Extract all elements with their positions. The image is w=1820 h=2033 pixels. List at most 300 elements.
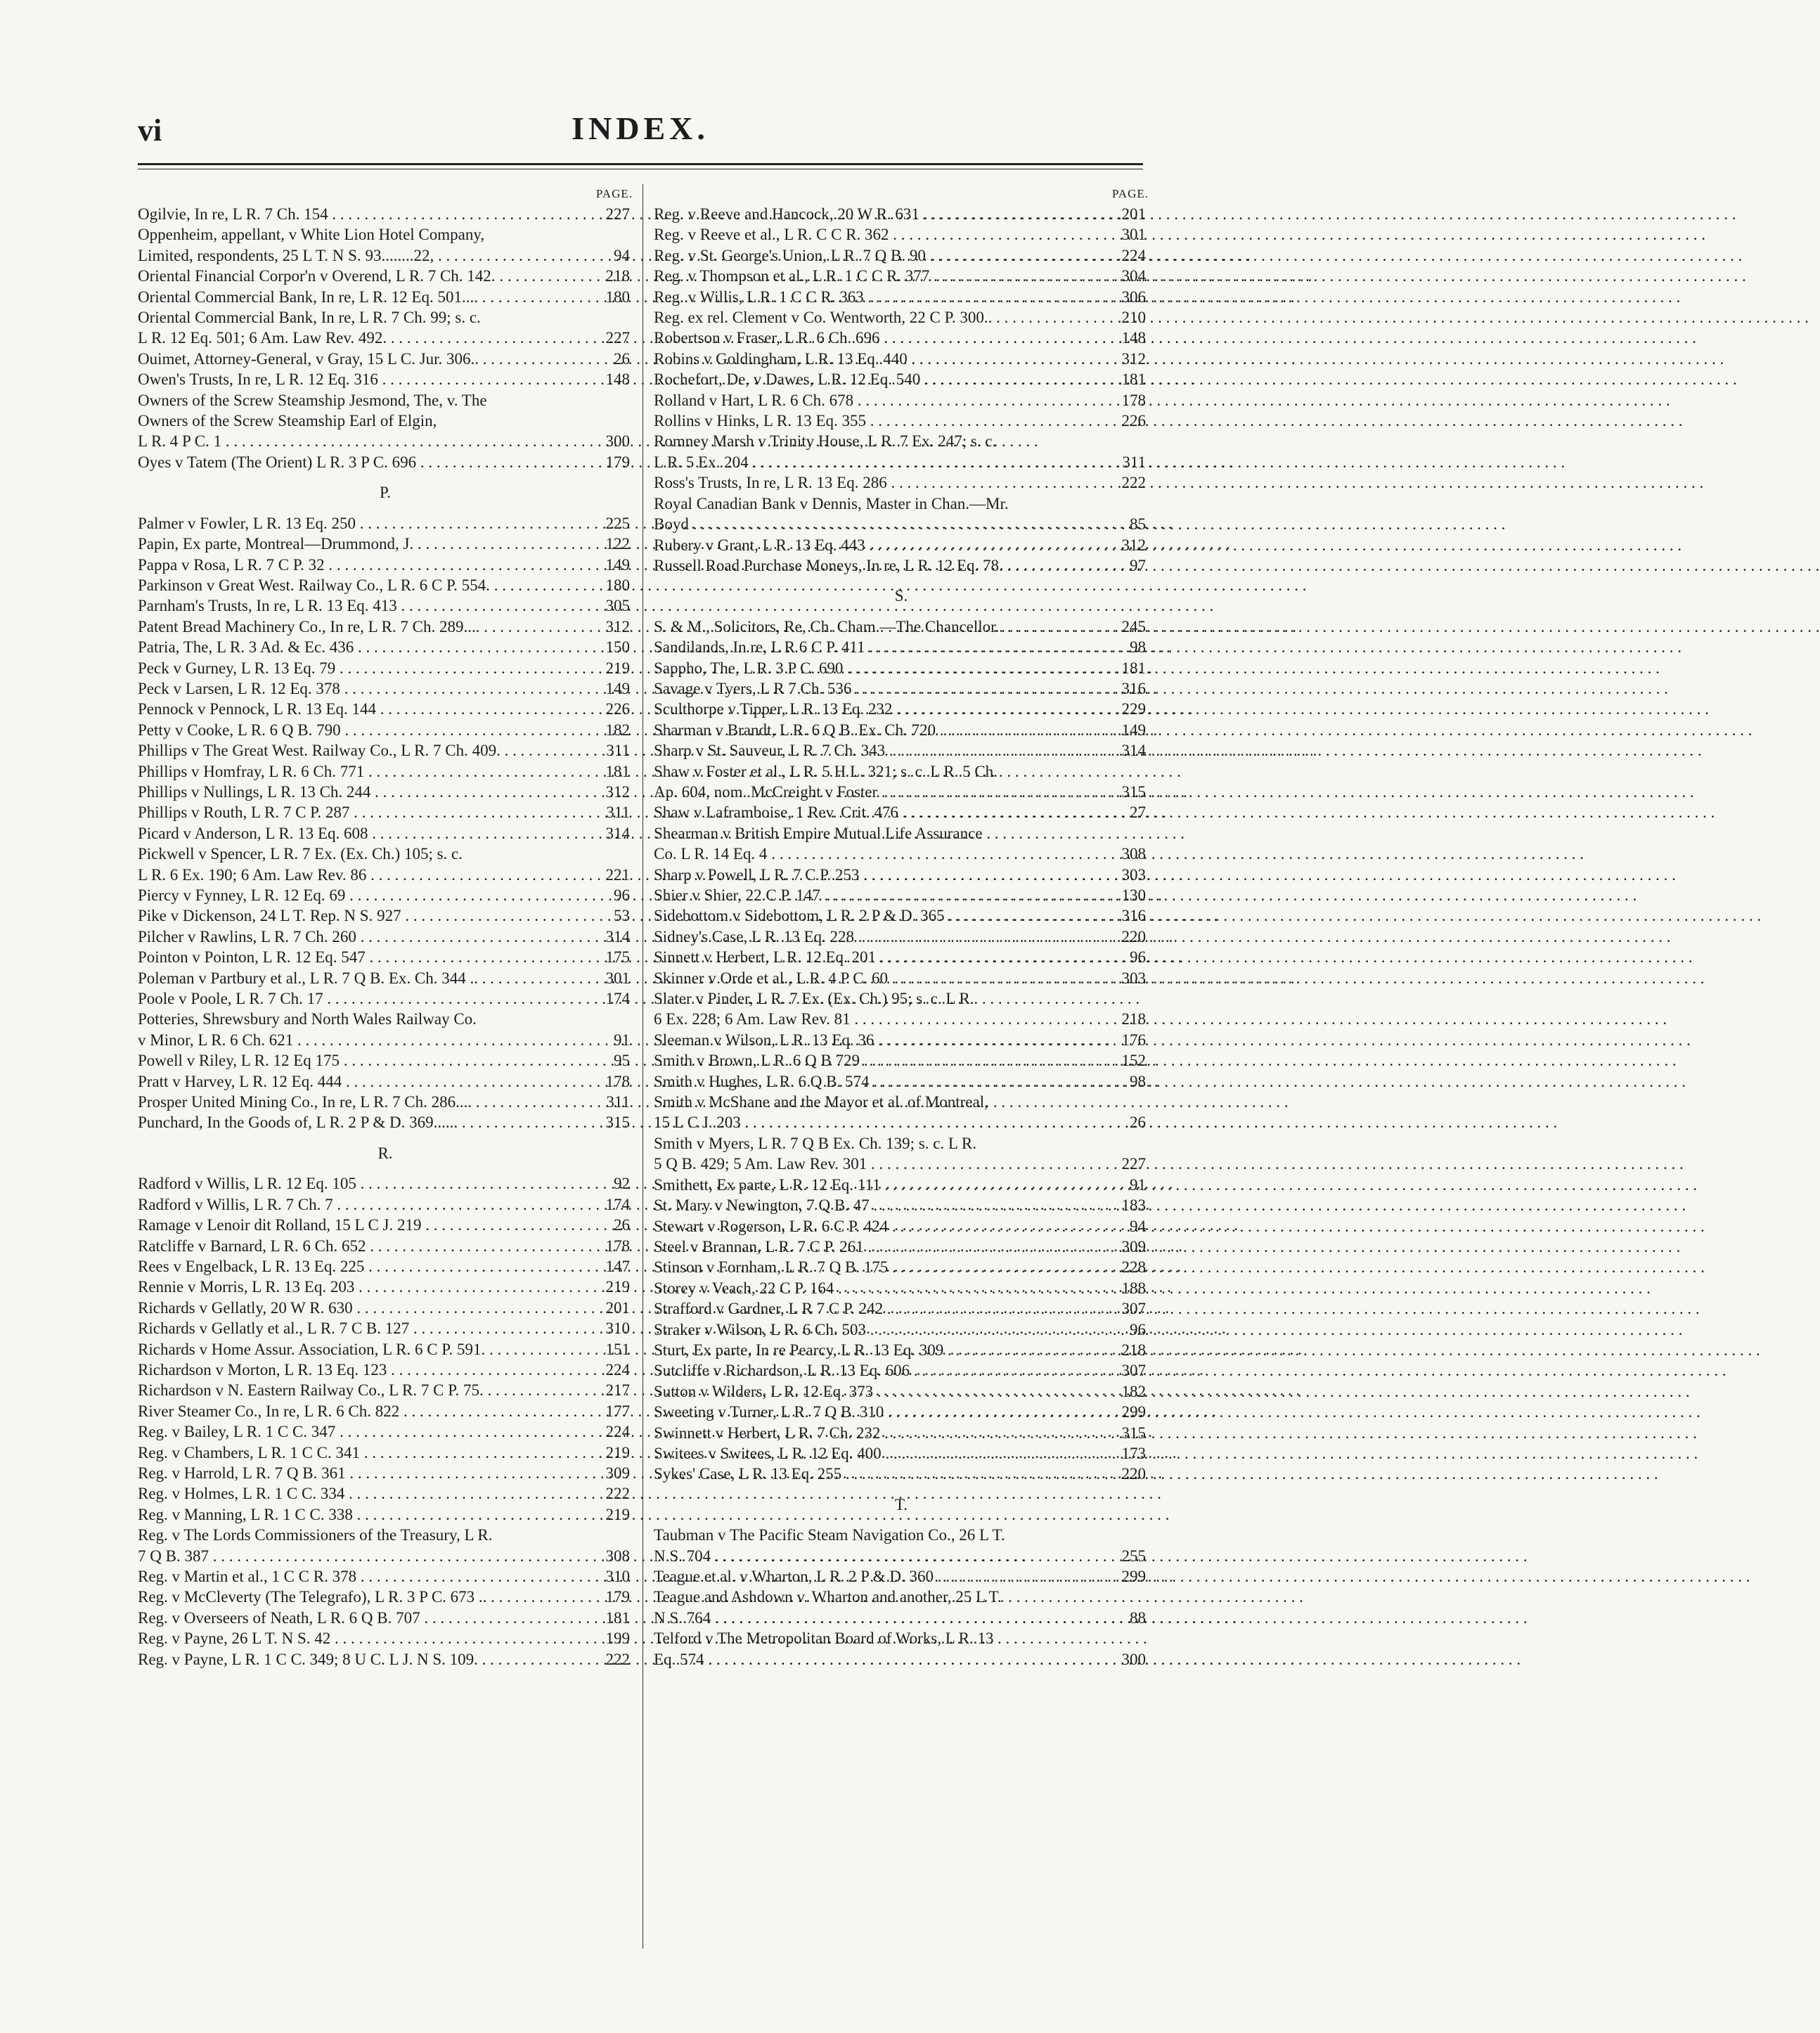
index-entry bbox=[654, 947, 1149, 967]
index-entry bbox=[654, 1237, 1149, 1257]
entry-line: 6 Ex. 228; 6 Am. Law Rev. 81 . . . bbox=[689, 1009, 1108, 1029]
entry-text bbox=[654, 1402, 1149, 1422]
entry-line: Poole v Poole, L R. 7 Ch. 17 . . . bbox=[173, 988, 592, 1009]
entry-line: Reg. v Payne, L R. 1 C C. 349; 8 U C. L J. N S. 109. . . . bbox=[173, 1649, 592, 1670]
entry-text bbox=[138, 988, 633, 1009]
entry-line: Sykes' Case, L R. 13 Eq. 255 . . . bbox=[689, 1464, 1108, 1484]
entry-page-number: 98 bbox=[1130, 638, 1146, 657]
entry-line: Sandilands, In re, L R 6 C P. 411 . . . bbox=[689, 637, 1108, 657]
entry-line: Russell Road Purchase Moneys, In re, L R. 12 Eq. 78. . . . bbox=[689, 555, 1108, 576]
entry-page-number: 227 bbox=[1121, 1155, 1146, 1173]
entry-page-number: 148 bbox=[1121, 329, 1146, 347]
entry-line: Reg. v Willis, L R. 1 C C R. 363 . . . bbox=[689, 287, 1108, 307]
entry-page-number: 309 bbox=[605, 1464, 630, 1482]
entry-text bbox=[654, 1237, 1149, 1257]
entry-line: Smith v Hughes, L R. 6 Q B. 574 . . . bbox=[689, 1071, 1108, 1092]
entry-line: S. & M., Solicitors, Re, Ch. Cham.—The Chancellor.. . . . bbox=[689, 617, 1108, 637]
entry-line: Reg. v Overseers of Neath, L R. 6 Q B. 707 . . . bbox=[173, 1608, 592, 1628]
index-entry bbox=[138, 1339, 633, 1360]
entry-line: Smith v Brown, L R. 6 Q B 729 . . . bbox=[689, 1050, 1108, 1071]
entry-page-number: 176 bbox=[1121, 1031, 1146, 1049]
entry-page-number: 314 bbox=[605, 824, 630, 842]
entry-line: v Minor, L R. 6 Ch. 621 . . . bbox=[173, 1030, 592, 1050]
entry-page-number: 307 bbox=[1121, 1362, 1146, 1380]
entry-page-number: 183 bbox=[1121, 1196, 1146, 1215]
entry-text bbox=[138, 1566, 633, 1587]
entry-page-number: 210 bbox=[1121, 309, 1146, 327]
index-entry bbox=[138, 782, 633, 802]
entry-page-number: 311 bbox=[606, 742, 630, 760]
entry-page-number: 312 bbox=[605, 617, 630, 635]
entry-page-number: 217 bbox=[605, 1381, 630, 1400]
entry-text bbox=[138, 1443, 633, 1463]
entry-line: 5 Q B. 429; 5 Am. Law Rev. 301 . . . bbox=[689, 1154, 1108, 1174]
entry-text bbox=[138, 1236, 633, 1256]
entry-text bbox=[138, 1092, 633, 1112]
entry-page-number: 222 bbox=[605, 1650, 630, 1668]
entry-text bbox=[138, 1298, 633, 1318]
entry-line: Reg. v Reeve et al., L R. C C R. 362 . . . bbox=[689, 224, 1108, 245]
entry-page-number: 27 bbox=[1130, 803, 1146, 822]
entry-line: Taubman v The Pacific Steam Navigation Co., 26 L T. bbox=[654, 1526, 1005, 1544]
index-entry bbox=[654, 1216, 1149, 1237]
entry-text bbox=[138, 1608, 633, 1628]
entry-page-number: 219 bbox=[605, 659, 630, 677]
entry-page-number: 182 bbox=[1121, 1382, 1146, 1400]
entry-line: L R. 4 P C. 1 . . . bbox=[173, 431, 592, 451]
entry-line: Robins v Goldingham, L R. 13 Eq. 440 . . . bbox=[689, 349, 1108, 369]
entry-line: Stewart v Rogerson, L R. 6 C P. 424 . . . bbox=[689, 1216, 1108, 1237]
entry-page-number: 149 bbox=[605, 555, 630, 574]
entry-line: Steel v Brannan, L R. 7 C P. 261 . . . bbox=[689, 1237, 1108, 1257]
index-entry bbox=[138, 1483, 633, 1504]
index-entry bbox=[138, 575, 633, 595]
entry-line: Oyes v Tatem (The Orient) L R. 3 P C. 696 . . . bbox=[173, 452, 592, 472]
index-entry bbox=[654, 224, 1149, 245]
entry-line: Savage v Tyers, L R 7 Ch. 536 . . . bbox=[689, 678, 1108, 699]
entry-text bbox=[654, 307, 1149, 328]
entry-line: Shaw v Laframboise, 1 Rev. Crit. 476 . . . bbox=[689, 802, 1108, 822]
index-entry bbox=[654, 699, 1149, 719]
entry-text bbox=[654, 988, 1149, 1030]
entry-page-number: 219 bbox=[605, 1443, 630, 1461]
entry-page-number: 26 bbox=[614, 1216, 630, 1234]
entry-line: Picard v Anderson, L R. 13 Eq. 608 . . . bbox=[173, 823, 592, 844]
entry-text bbox=[654, 678, 1149, 699]
index-entry bbox=[138, 513, 633, 534]
index-entry bbox=[138, 1608, 633, 1628]
index-entry bbox=[138, 287, 633, 307]
index-entry bbox=[138, 658, 633, 678]
entry-line: Parkinson v Great West. Railway Co., L R. 6 C P. 554. . . . bbox=[173, 575, 592, 595]
entry-page-number: 175 bbox=[605, 948, 630, 967]
entry-line: Owners of the Screw Steamship Jesmond, The, v. The bbox=[138, 391, 487, 409]
entry-text bbox=[138, 555, 633, 575]
index-entry bbox=[138, 885, 633, 905]
entry-text bbox=[138, 1628, 633, 1648]
entry-line: Petty v Cooke, L R. 6 Q B. 790 . . . bbox=[173, 720, 592, 740]
entry-line: Shier v Shier, 22 C P. 147 . . . bbox=[689, 885, 1108, 905]
entry-text bbox=[654, 1566, 1149, 1587]
index-entry bbox=[138, 1360, 633, 1380]
entry-line: Palmer v Fowler, L R. 13 Eq. 250 . . . bbox=[173, 513, 592, 534]
entry-page-number: 245 bbox=[1121, 617, 1146, 635]
index-entry bbox=[138, 1194, 633, 1215]
entry-line: Smith v Myers, L R. 7 Q B Ex. Ch. 139; s. c. L R. bbox=[654, 1134, 976, 1152]
entry-text bbox=[138, 947, 633, 967]
index-entry bbox=[654, 617, 1149, 637]
index-entry bbox=[654, 493, 1149, 535]
entry-line: Richards v Gellatly et al., L R. 7 C B. 127 . . . bbox=[173, 1318, 592, 1338]
entry-line: N S. 704 . . . bbox=[689, 1546, 1108, 1566]
entry-page-number: 221 bbox=[605, 865, 630, 884]
entry-text bbox=[138, 1277, 633, 1297]
entry-text bbox=[138, 678, 633, 699]
entry-text bbox=[138, 1009, 633, 1050]
entry-page-number: 228 bbox=[1121, 1258, 1146, 1277]
entry-line: Radford v Willis, L R. 12 Eq. 105 . . . bbox=[173, 1173, 592, 1194]
entry-text bbox=[138, 390, 633, 452]
entry-page-number: 224 bbox=[605, 1423, 630, 1441]
index-entry bbox=[138, 390, 633, 452]
entry-page-number: 224 bbox=[605, 1360, 630, 1379]
entry-line: Reg. v Thompson et al., L R. 1 C C R. 377 . . . bbox=[689, 266, 1108, 286]
entry-line: Pike v Dickenson, 24 L T. Rep. N S. 927 . . . bbox=[173, 905, 592, 926]
index-entry bbox=[654, 823, 1149, 865]
entry-page-number: 174 bbox=[605, 990, 630, 1008]
index-entry bbox=[654, 637, 1149, 657]
entry-line: Limited, respondents, 25 L T. N S. 93........22, . . . bbox=[173, 245, 592, 266]
entry-text bbox=[654, 761, 1149, 803]
entry-page-number: 226 bbox=[605, 700, 630, 718]
index-entry bbox=[654, 1071, 1149, 1092]
entry-line: Sutcliffe v Richardson, L R. 13 Eq. 606 . . . bbox=[689, 1360, 1108, 1381]
index-entry bbox=[138, 678, 633, 699]
entry-text bbox=[138, 802, 633, 822]
index-entry bbox=[138, 1443, 633, 1463]
entry-page-number: 182 bbox=[605, 721, 630, 739]
entry-text bbox=[654, 1443, 1149, 1464]
entry-text bbox=[138, 1194, 633, 1215]
entry-line: Rochefort, De, v Dawes, L R. 12 Eq. 540 . . . bbox=[689, 369, 1108, 389]
entry-text bbox=[138, 287, 633, 307]
entry-text bbox=[138, 1483, 633, 1504]
entry-page-number: 306 bbox=[1121, 288, 1146, 306]
entry-page-number: 311 bbox=[606, 1093, 630, 1111]
entry-line: Rees v Engelback, L R. 13 Eq. 225 . . . bbox=[173, 1256, 592, 1277]
entry-page-number: 226 bbox=[1121, 412, 1146, 430]
entry-line: L R. 12 Eq. 501; 6 Am. Law Rev. 492. . . . bbox=[173, 328, 592, 348]
entry-line: Rolland v Hart, L R. 6 Ch. 678 . . . bbox=[689, 390, 1108, 411]
entry-line: Patria, The, L R. 3 Ad. & Ec. 436 . . . bbox=[173, 637, 592, 657]
entry-page-number: 98 bbox=[1130, 1072, 1146, 1090]
entry-line: Reg. v St. George's Union, L R. 7 Q B. 90 . . . bbox=[689, 245, 1108, 266]
entry-line: Ratcliffe v Barnard, L R. 6 Ch. 652 . . . bbox=[173, 1236, 592, 1256]
entry-page-number: 304 bbox=[1121, 267, 1146, 285]
entry-page-number: 152 bbox=[1121, 1052, 1146, 1070]
entry-page-number: 199 bbox=[605, 1629, 630, 1648]
entry-page-number: 311 bbox=[1122, 453, 1146, 471]
index-entry bbox=[138, 1256, 633, 1277]
entry-line: Slater v Pinder, L R. 7 Ex. (Ex. Ch.) 95; s. c. L R. bbox=[654, 990, 974, 1008]
entry-line: L R. 6 Ex. 190; 6 Am. Law Rev. 86 . . . bbox=[173, 865, 592, 885]
index-entry bbox=[138, 452, 633, 472]
entry-text bbox=[138, 452, 633, 472]
entry-page-number: 181 bbox=[605, 1608, 630, 1627]
entry-text bbox=[654, 493, 1149, 535]
entry-page-number: 315 bbox=[605, 1114, 630, 1132]
entry-text bbox=[654, 1175, 1149, 1195]
entry-text bbox=[654, 1257, 1149, 1277]
entry-page-number: 181 bbox=[1121, 370, 1146, 389]
entry-line: Eq. 574 . . . bbox=[689, 1649, 1108, 1670]
entry-page-number: 130 bbox=[1121, 886, 1146, 904]
entry-line: Pratt v Harvey, L R. 12 Eq. 444 . . . bbox=[173, 1071, 592, 1092]
index-entry bbox=[138, 1628, 633, 1648]
index-entry bbox=[138, 349, 633, 369]
entry-text bbox=[654, 1587, 1149, 1628]
page-title: INDEX. bbox=[572, 110, 709, 146]
entry-text bbox=[654, 1030, 1149, 1050]
entry-page-number: 316 bbox=[1121, 907, 1146, 925]
entry-line: Reg. v Martin et al., 1 C C R. 378 . . . bbox=[173, 1566, 592, 1587]
entry-text bbox=[138, 1173, 633, 1194]
entry-page-number: 227 bbox=[605, 329, 630, 347]
entry-text bbox=[138, 1318, 633, 1338]
entry-text bbox=[138, 617, 633, 637]
index-entry bbox=[654, 1050, 1149, 1071]
index-entry bbox=[138, 761, 633, 782]
entry-line: Phillips v Homfray, L R. 6 Ch. 771 . . . bbox=[173, 761, 592, 782]
entry-page-number: 220 bbox=[1121, 1465, 1146, 1483]
index-entry bbox=[138, 1504, 633, 1525]
entry-text bbox=[654, 535, 1149, 555]
entry-text bbox=[138, 885, 633, 905]
index-entry bbox=[654, 555, 1149, 576]
index-entry bbox=[654, 905, 1149, 926]
entry-page-number: 299 bbox=[1121, 1568, 1146, 1585]
entry-page-number: 149 bbox=[1121, 721, 1146, 739]
entry-line: Shearman v British Empire Mutual Life Assurance bbox=[654, 824, 983, 842]
entry-page-number: 173 bbox=[1121, 1444, 1146, 1462]
entry-line: Reg. v Reeve and Hancock, 20 W R. 631 . . . bbox=[689, 204, 1108, 224]
entry-text bbox=[654, 927, 1149, 947]
entry-page-number: 218 bbox=[1121, 1341, 1146, 1359]
page-column-label: PAGE. bbox=[1111, 187, 1149, 200]
entry-page-number: 222 bbox=[605, 1485, 630, 1503]
index-entry bbox=[654, 1525, 1149, 1566]
entry-page-number: 255 bbox=[1121, 1547, 1146, 1565]
entry-page-number: 181 bbox=[1121, 659, 1146, 677]
index-entry bbox=[654, 1381, 1149, 1402]
index-entry bbox=[138, 266, 633, 286]
index-entry bbox=[138, 1525, 633, 1566]
entry-line: Reg. v The Lords Commissioners of the Treasury, L R. bbox=[138, 1526, 493, 1544]
entry-text bbox=[138, 224, 633, 266]
entry-text bbox=[654, 617, 1149, 637]
entry-text bbox=[138, 204, 633, 224]
entry-line: Ramage v Lenoir dit Rolland, 15 L C J. 219 . . . bbox=[173, 1215, 592, 1235]
entry-page-number: 94 bbox=[1130, 1217, 1146, 1235]
index-entry bbox=[138, 927, 633, 947]
entry-text bbox=[138, 1380, 633, 1400]
entry-line: Phillips v Routh, L R. 7 C P. 287 . . . bbox=[173, 802, 592, 822]
entry-page-number: 316 bbox=[1121, 679, 1146, 697]
entry-text bbox=[654, 411, 1149, 431]
entry-text bbox=[654, 266, 1149, 286]
entry-text bbox=[654, 947, 1149, 967]
entry-text bbox=[654, 224, 1149, 245]
entry-text bbox=[654, 1278, 1149, 1298]
entry-text bbox=[654, 658, 1149, 678]
entry-line: Peck v Larsen, L R. 12 Eq. 378 . . . bbox=[173, 678, 592, 699]
index-entry bbox=[654, 720, 1149, 740]
entry-page-number: 314 bbox=[605, 927, 630, 945]
entry-text bbox=[654, 905, 1149, 926]
entry-text bbox=[138, 534, 633, 554]
index-entry bbox=[138, 905, 633, 926]
entry-line: Switees v Switees, L R. 12 Eq. 400 . . . bbox=[689, 1443, 1108, 1464]
entry-text bbox=[138, 1504, 633, 1525]
entry-page-number: 94 bbox=[614, 246, 630, 264]
entry-line: Ouimet, Attorney-General, v Gray, 15 L C. Jur. 306.. . . . bbox=[173, 349, 592, 369]
index-entry bbox=[138, 1298, 633, 1318]
entry-line: Sharp v St. Sauveur, L R. 7 Ch. 343 . . . bbox=[689, 740, 1108, 761]
index-entry bbox=[138, 1071, 633, 1092]
entry-text bbox=[654, 1464, 1149, 1484]
entry-text bbox=[654, 699, 1149, 719]
entry-text bbox=[138, 1071, 633, 1092]
entry-page-number: 300 bbox=[605, 432, 630, 451]
entry-line: 15 L C J. 203 . . . bbox=[689, 1112, 1108, 1132]
entry-line: Oriental Commercial Bank, In re, L R. 12 Eq. 501.... . . . bbox=[173, 287, 592, 307]
entry-text bbox=[138, 349, 633, 369]
entry-text bbox=[654, 1381, 1149, 1402]
entry-text bbox=[138, 1463, 633, 1483]
entry-line: Rollins v Hinks, L R. 13 Eq. 355 . . . bbox=[689, 411, 1108, 431]
entry-page-number: 220 bbox=[1121, 927, 1146, 945]
entry-line: Pointon v Pointon, L R. 12 Eq. 547 . . . bbox=[173, 947, 592, 967]
entry-line: St. Mary v Newington, 7 Q B. 47 . . . bbox=[689, 1195, 1108, 1215]
index-entry bbox=[654, 390, 1149, 411]
index-entry bbox=[138, 988, 633, 1009]
section-heading: S. bbox=[894, 587, 908, 605]
entry-page-number: 178 bbox=[1121, 391, 1146, 409]
entry-line: Patent Bread Machinery Co., In re, L R. 7 Ch. 289.... . . . bbox=[173, 617, 592, 637]
entry-line: Robertson v Fraser, L R. 6 Ch. 696 . . . bbox=[689, 328, 1108, 348]
index-entry bbox=[654, 1566, 1149, 1587]
index-entry bbox=[654, 472, 1149, 493]
entry-page-number: 301 bbox=[1121, 226, 1146, 244]
index-entry bbox=[654, 287, 1149, 307]
index-entry bbox=[138, 555, 633, 575]
entry-text bbox=[654, 328, 1149, 348]
entry-line: Reg. v Chambers, L R. 1 C C. 341 . . . bbox=[173, 1443, 592, 1463]
entry-page-number: 96 bbox=[1130, 948, 1146, 967]
entry-text bbox=[138, 513, 633, 534]
entry-text bbox=[138, 1401, 633, 1421]
index-entry bbox=[654, 1360, 1149, 1381]
entry-line: Sutton v Wilders, L R. 12 Eq. 373 . . . bbox=[689, 1381, 1108, 1402]
entry-line: Sinnett v Herbert, L R. 12 Eq. 201 . . . bbox=[689, 947, 1108, 967]
index-entry bbox=[654, 1340, 1149, 1360]
index-entry bbox=[654, 968, 1149, 988]
index-entry bbox=[138, 823, 633, 844]
entry-text bbox=[138, 595, 633, 616]
entry-text bbox=[654, 740, 1149, 761]
entry-text bbox=[138, 905, 633, 926]
entry-line: Poleman v Partbury et al., L R. 7 Q B. Ex. Ch. 344 .. . . . bbox=[173, 968, 592, 988]
entry-text bbox=[138, 307, 633, 349]
entry-text bbox=[138, 1587, 633, 1607]
entry-page-number: 303 bbox=[1121, 865, 1146, 884]
index-entry bbox=[138, 1173, 633, 1194]
entry-page-number: 229 bbox=[1121, 700, 1146, 718]
index-entry bbox=[654, 1423, 1149, 1443]
entry-line: Smith v McShane and the Mayor et al. of Montreal, bbox=[654, 1093, 988, 1111]
entry-line: Reg. v Holmes, L R. 1 C C. 334 . . . bbox=[173, 1483, 592, 1504]
entry-page-number: 227 bbox=[605, 205, 630, 223]
index-entry bbox=[654, 988, 1149, 1030]
entry-text bbox=[654, 1360, 1149, 1381]
entry-page-number: 53 bbox=[614, 907, 630, 925]
entry-line: Shaw v Foster et al., L R. 5 H L. 321; s. c. L R. 5 Ch. bbox=[654, 762, 998, 780]
index-entry bbox=[138, 204, 633, 224]
entry-line: Prosper United Mining Co., In re, L R. 7 Ch. 286.... . . . bbox=[173, 1092, 592, 1112]
entry-text bbox=[138, 1112, 633, 1132]
index-entry bbox=[654, 678, 1149, 699]
entry-text bbox=[654, 555, 1149, 576]
index-entry bbox=[654, 1092, 1149, 1133]
entry-page-number: 222 bbox=[1121, 474, 1146, 492]
entry-line: Reg. v Manning, L R. 1 C C. 338 . . . bbox=[173, 1504, 592, 1525]
index-entry bbox=[654, 307, 1149, 328]
entry-line: Rennie v Morris, L R. 13 Eq. 203 . . . bbox=[173, 1277, 592, 1297]
entry-line: Co. L R. 14 Eq. 4 . . . bbox=[689, 844, 1108, 864]
index-entry bbox=[654, 204, 1149, 224]
entry-line: Richards v Home Assur. Association, L R. 6 C P. 591. . . . bbox=[173, 1339, 592, 1360]
entry-text bbox=[654, 865, 1149, 885]
entry-line: Sidney's Case, L R. 13 Eq. 228 . . . bbox=[689, 927, 1108, 947]
entry-line: Oppenheim, appellant, v White Lion Hotel Company, bbox=[138, 226, 485, 244]
index-entry bbox=[654, 1257, 1149, 1277]
entry-line: N S. 764 . . . bbox=[689, 1608, 1108, 1628]
index-entry bbox=[138, 1401, 633, 1421]
index-entry bbox=[138, 1649, 633, 1670]
entry-page-number: 312 bbox=[1121, 536, 1146, 554]
entry-line: Pappa v Rosa, L R. 7 C P. 32 . . . bbox=[173, 555, 592, 575]
entry-text bbox=[654, 1340, 1149, 1360]
index-entry bbox=[654, 1030, 1149, 1050]
entry-page-number: 177 bbox=[605, 1402, 630, 1420]
entry-text bbox=[138, 699, 633, 719]
index-entry bbox=[138, 1463, 633, 1483]
index-entry bbox=[654, 1298, 1149, 1319]
page-column-label: PAGE. bbox=[595, 187, 633, 200]
entry-text bbox=[654, 968, 1149, 988]
entry-line: Powell v Riley, L R. 12 Eq 175 . . . bbox=[173, 1050, 592, 1071]
index-entry bbox=[138, 947, 633, 967]
entry-text bbox=[654, 369, 1149, 389]
index-entry bbox=[654, 535, 1149, 555]
index-entry bbox=[654, 245, 1149, 266]
entry-line: Oriental Commercial Bank, In re, L R. 7 Ch. 99; s. c. bbox=[138, 309, 481, 327]
entry-text bbox=[138, 823, 633, 844]
entry-line: Boyd . . . bbox=[689, 514, 1108, 534]
entry-text bbox=[654, 1071, 1149, 1092]
entry-line: Sleeman v Wilson, L R. 13 Eq. 36 . . . bbox=[689, 1030, 1108, 1050]
index-entry bbox=[654, 1278, 1149, 1298]
